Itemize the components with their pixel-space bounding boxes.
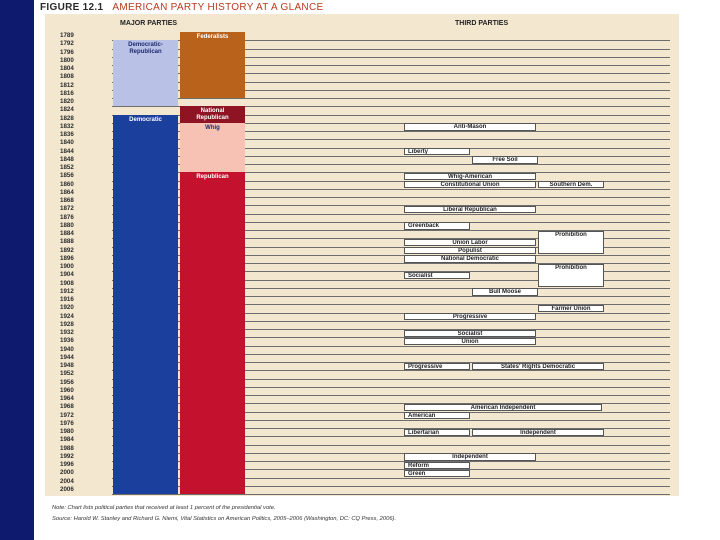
year-label: 1944 xyxy=(60,353,74,361)
year-label: 1892 xyxy=(60,246,74,254)
year-label: 1816 xyxy=(60,89,74,97)
year-label: 1904 xyxy=(60,271,74,279)
year-label: 1992 xyxy=(60,452,74,460)
grid-line xyxy=(112,98,670,99)
year-label: 1912 xyxy=(60,287,74,295)
year-label: 1800 xyxy=(60,56,74,64)
grid-line xyxy=(112,494,670,495)
year-label: 1848 xyxy=(60,155,74,163)
year-label: 2000 xyxy=(60,469,74,477)
year-label: 1876 xyxy=(60,213,74,221)
footnote-note: Note: Chart lists political parties that received at least 1 percent of the presidential vote. xyxy=(52,505,276,511)
year-label: 1856 xyxy=(60,172,74,180)
year-label: 1804 xyxy=(60,65,74,72)
figure-title xyxy=(40,2,323,13)
year-label: 2004 xyxy=(60,477,74,485)
third-party-box: Reform xyxy=(404,462,470,469)
third-party-box: Independent xyxy=(404,453,536,460)
third-party-box: American xyxy=(404,412,470,419)
year-label: 1832 xyxy=(60,122,74,130)
third-party-box: Liberal Republican xyxy=(404,206,536,213)
third-party-box: Whig-American xyxy=(404,173,536,180)
year-label: 1844 xyxy=(60,147,74,155)
third-party-box: Union xyxy=(404,338,536,345)
year-label: 1996 xyxy=(60,461,74,468)
year-label: 1952 xyxy=(60,370,74,378)
third-party-box: Farmer Union xyxy=(538,305,604,312)
year-label: 1864 xyxy=(60,188,74,196)
year-label: 1984 xyxy=(60,436,74,444)
year-label: 1932 xyxy=(60,329,74,336)
third-party-box: Progressive xyxy=(404,363,470,370)
footnote-source: Source: Harold W. Stanley and Richard G. Niemi, Vital Statistics on American Politics, 2005–2006 (Washington, DC: CQ Press, 2006). xyxy=(52,516,397,522)
year-label: 1828 xyxy=(60,114,74,122)
third-parties-header: THIRD PARTIES xyxy=(455,20,509,27)
third-party-box: Union Labor xyxy=(404,239,536,246)
year-label: 1924 xyxy=(60,312,74,320)
year-label: 1880 xyxy=(60,221,74,229)
year-label: 1968 xyxy=(60,403,74,411)
year-label: 1884 xyxy=(60,230,74,237)
year-label: 1896 xyxy=(60,254,74,262)
year-label: 1960 xyxy=(60,386,74,394)
year-label: 1796 xyxy=(60,48,74,56)
third-party-box: Anti-Mason xyxy=(404,123,536,130)
major-party-label: Democratic xyxy=(129,116,162,123)
third-party-box: Greenback xyxy=(404,222,470,229)
third-party-box: Prohibition xyxy=(538,264,604,288)
major-party-bar xyxy=(180,172,245,494)
year-label: 1988 xyxy=(60,444,74,452)
third-party-box: Libertarian xyxy=(404,429,470,436)
year-label: 1852 xyxy=(60,164,74,171)
third-party-box: Green xyxy=(404,470,470,477)
major-party-label: National Republican xyxy=(196,108,229,122)
major-party-label: Federalists xyxy=(196,34,229,40)
year-label: 1868 xyxy=(60,197,74,204)
major-party-bar xyxy=(113,115,178,495)
year-label: 1916 xyxy=(60,296,74,303)
third-party-box: Constitutional Union xyxy=(404,181,536,188)
year-label: 1948 xyxy=(60,362,74,369)
third-party-box: Bull Moose xyxy=(472,288,538,295)
year-label: 1872 xyxy=(60,205,74,213)
third-party-box: American Independent xyxy=(404,404,602,411)
year-label: 1808 xyxy=(60,73,74,81)
year-label: 1980 xyxy=(60,428,74,435)
major-parties-header: MAJOR PARTIES xyxy=(120,20,178,27)
year-label: 1936 xyxy=(60,337,74,345)
year-label: 1824 xyxy=(60,106,74,114)
year-label: 1964 xyxy=(60,395,74,402)
year-label: 1840 xyxy=(60,139,74,147)
third-party-box: Progressive xyxy=(404,313,536,320)
third-party-box: Liberty xyxy=(404,148,470,155)
year-label: 1928 xyxy=(60,320,74,328)
year-label: 1789 xyxy=(60,32,74,39)
year-label: 1900 xyxy=(60,263,74,270)
year-label: 2006 xyxy=(60,485,74,493)
third-party-box: Socialist xyxy=(404,272,470,279)
third-party-box: Southern Dem. xyxy=(538,181,604,188)
third-party-box: Free Soil xyxy=(472,156,538,163)
year-label: 1792 xyxy=(60,40,74,48)
year-label: 1940 xyxy=(60,345,74,353)
major-party-label: Whig xyxy=(205,124,220,131)
slide-side-bar xyxy=(0,0,34,540)
year-label: 1976 xyxy=(60,419,74,427)
year-label: 1836 xyxy=(60,131,74,138)
figure-number: FIGURE 12.1 xyxy=(40,2,104,13)
major-party-bar xyxy=(180,32,245,98)
year-label: 1812 xyxy=(60,81,74,89)
year-label: 1972 xyxy=(60,411,74,419)
third-party-box: Socialist xyxy=(404,330,536,337)
third-party-box: States' Rights Democratic xyxy=(472,363,604,370)
third-party-box: National Democratic xyxy=(404,255,536,262)
year-label: 1860 xyxy=(60,180,74,188)
third-party-box: Prohibition xyxy=(538,231,604,255)
major-party-label: Republican xyxy=(196,174,229,181)
year-label: 1888 xyxy=(60,238,74,246)
year-label: 1956 xyxy=(60,378,74,386)
figure-name: AMERICAN PARTY HISTORY AT A GLANCE xyxy=(112,2,324,13)
year-label: 1920 xyxy=(60,304,74,312)
year-label: 1820 xyxy=(60,98,74,105)
third-party-box: Populist xyxy=(404,247,536,254)
year-label: 1908 xyxy=(60,279,74,287)
third-party-box: Independent xyxy=(472,429,604,436)
major-party-label: Democratic- Republican xyxy=(128,42,163,56)
